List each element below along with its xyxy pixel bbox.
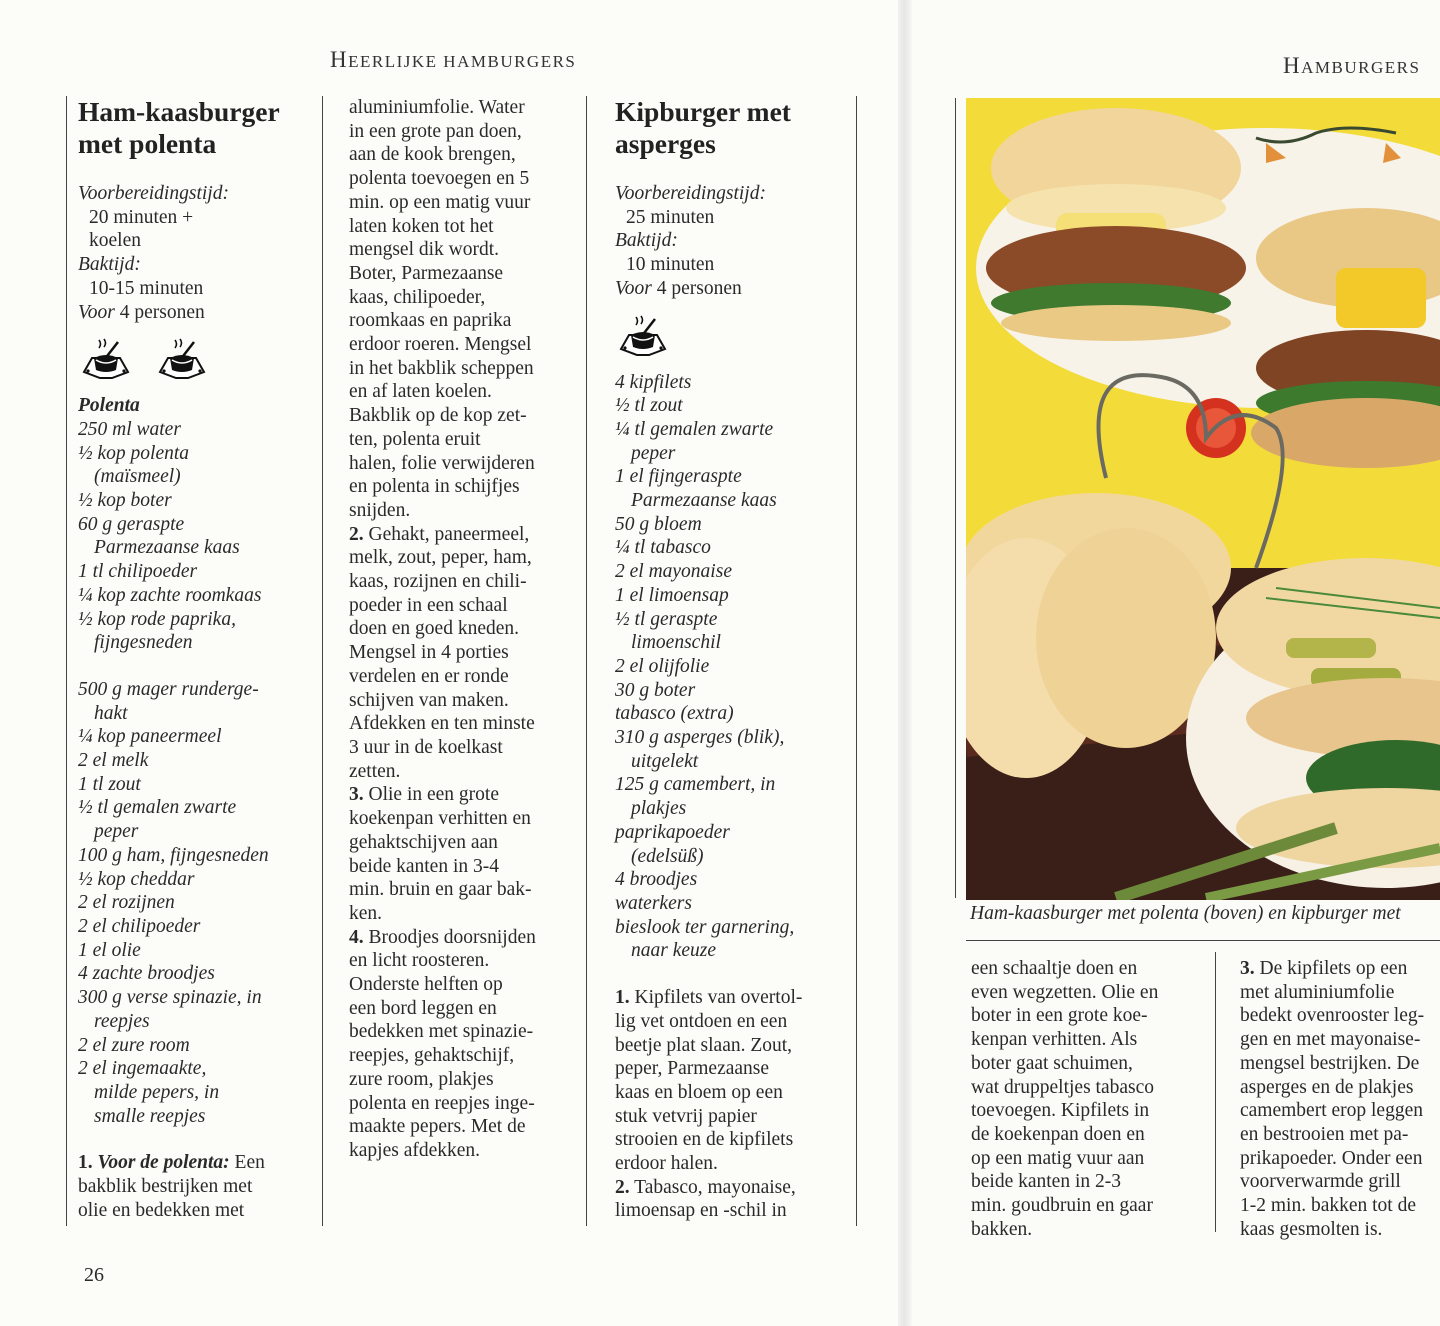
ingredient-item: 100 g ham, fijngesneden [78, 844, 269, 866]
text-line: schijven van maken. [349, 689, 509, 711]
ingredient-item: 1 tl zout [78, 773, 141, 795]
polenta-ingredient-list [78, 418, 318, 655]
column-rule [856, 96, 857, 1226]
text-line: snijden. [349, 499, 411, 521]
prep-value: koelen [89, 230, 141, 252]
step-number: 3. [349, 784, 364, 806]
text-line: Afdekken en ten minste [349, 713, 535, 735]
ingredient-item: waterkers [615, 892, 692, 914]
ingredient-item: ½ kop boter [78, 490, 172, 512]
text-line: erdoor roeren. Mengsel [349, 334, 532, 356]
text-line: limoensap en -schil in [615, 1200, 787, 1222]
bake-label: Baktijd: [78, 254, 141, 276]
column-rule [322, 96, 323, 1226]
title-line: met polenta [78, 128, 217, 159]
title-line: Kipburger met [615, 96, 791, 127]
caption-rule [966, 940, 1440, 941]
text-line: kaas, rozijnen en chili- [349, 571, 527, 593]
text-line: polenta en reepjes inge- [349, 1092, 535, 1114]
text-line: Gehakt, paneermeel, [363, 523, 530, 545]
text-line: en af laten koelen. [349, 381, 492, 403]
text-line: mengsel dik wordt. [349, 239, 500, 261]
ingredient-item: ½ tl zout [615, 395, 683, 417]
ingredient-item: 1 el limoensap [615, 584, 729, 606]
column-rule [1215, 952, 1216, 1232]
step-3 [1240, 957, 1440, 1241]
step-number: 4. [349, 926, 364, 948]
ingredient-item: 2 el zure room [78, 1034, 190, 1056]
serves-line [615, 277, 855, 301]
running-head-text: AMBURGERS [1301, 58, 1421, 77]
column-rule [66, 96, 67, 1226]
text-line: gen en met mayonaise- [1240, 1029, 1421, 1051]
text-line: polenta toevoegen en 5 [349, 168, 530, 190]
ingredient-item: 125 g camembert, in plakjes [615, 774, 776, 820]
cooking-pot-icon [158, 336, 206, 380]
ingredient-item: ¼ tl tabasco [615, 537, 711, 559]
burger-photo [966, 98, 1440, 900]
text-line: Broodjes doorsnijden [363, 926, 536, 948]
page-number: 26 [84, 1264, 104, 1286]
text-line: halen, folie verwijderen [349, 452, 535, 474]
ingredient-list [615, 371, 855, 964]
ingredient-item: 1 tl chilipoeder [78, 561, 198, 583]
recipe1-title [78, 96, 318, 160]
ingredient-item: 2 el chilipoeder [78, 915, 201, 937]
text-line: toevoegen. Kipfilets in [971, 1100, 1150, 1122]
text-line: koekenpan verhitten en [349, 808, 531, 830]
text-line: voorverwarmde grill [1240, 1171, 1401, 1193]
running-head-initial: H [330, 47, 349, 72]
text-line: en licht roosteren. [349, 950, 490, 972]
text-line: kaas en bloem op een [615, 1081, 783, 1103]
text-line: Een [229, 1152, 265, 1174]
text-line: bakken. [971, 1218, 1033, 1240]
recipe2-step-3 [1240, 957, 1440, 1241]
column-rule [955, 98, 956, 898]
running-head-right [1283, 53, 1420, 79]
ingredient-item: 1 el fijngeraspte Parmezaanse kaas [615, 466, 777, 512]
text-line: erdoor halen. [615, 1153, 718, 1175]
text-line: zure room, plakjes [349, 1068, 494, 1090]
text-line: ken. [349, 902, 383, 924]
ingredient-item: 500 g mager runderge- hakt [78, 678, 259, 724]
step-3 [349, 783, 584, 925]
serves-value: 4 personen [119, 301, 205, 323]
prep-label: Voorbereidingstijd: [615, 183, 766, 204]
ingredient-item: 2 el ingemaakte, milde pepers, in smalle reepjes [78, 1058, 220, 1127]
step-number: 1. [78, 1152, 93, 1174]
ingredient-item: 2 el melk [78, 750, 149, 772]
text-line: kaas gesmolten is. [1240, 1218, 1383, 1240]
text-line: even wegzetten. Olie en [971, 981, 1159, 1003]
text-line: prikapoeder. Onder een [1240, 1147, 1423, 1169]
text-line: min. op een matig vuur [349, 191, 531, 213]
text-line: maakte pepers. Met de [349, 1116, 526, 1138]
step-1 [615, 986, 855, 1176]
text-line: camembert erop leggen [1240, 1100, 1423, 1122]
text-line: olie en bedekken met [78, 1199, 245, 1221]
ingredient-item: 250 ml water [78, 418, 181, 440]
text-line: gehaktschijven aan [349, 831, 498, 853]
text-line: bakblik bestrijken met [78, 1176, 253, 1198]
ingredient-item: paprikapoeder (edelsüß) [615, 821, 730, 867]
text-line: stuk vetvrij papier [615, 1105, 757, 1127]
ingredient-item: 30 g boter [615, 679, 696, 701]
text-line: 1-2 min. bakken tot de [1240, 1195, 1417, 1217]
prep-label: Voorbereidingstijd: [78, 183, 229, 204]
serves-label: Voor [78, 301, 115, 323]
text-line: kapjes afdekken. [349, 1139, 481, 1161]
ingredient-item: tabasco (extra) [615, 703, 734, 725]
text-line: in het bakblik scheppen [349, 357, 534, 379]
ingredient-item: 1 el olie [78, 939, 141, 961]
recipe2-method-continued [971, 957, 1211, 1241]
ingredient-item: 2 el olijfolie [615, 655, 710, 677]
burger-ingredient-list [78, 678, 318, 1128]
text-line: beetje plat slaan. Zout, [615, 1034, 793, 1056]
step-2-continued [971, 957, 1211, 1241]
text-line: Boter, Parmezaanse [349, 262, 504, 284]
ingredient-item: 4 broodjes [615, 869, 698, 891]
ingredient-item: ¼ kop zachte roomkaas [78, 584, 262, 606]
step-number: 3. [1240, 958, 1255, 979]
ingredient-item: bieslook ter garnering, naar keuze [615, 916, 795, 962]
text-line: melk, zout, peper, ham, [349, 547, 532, 569]
text-line: poeder in een schaal [349, 594, 508, 616]
bake-value: 10 minuten [626, 254, 715, 276]
ingredient-item: 60 g geraspte Parmezaanse kaas [78, 513, 240, 559]
text-line: Olie in een grote [363, 784, 499, 806]
text-line: Bakblik op de kop zet- [349, 405, 527, 427]
text-line: min. bruin en gaar bak- [349, 879, 532, 901]
text-line: kaas, chilipoeder, [349, 286, 486, 308]
ingredient-item: 2 el rozijnen [78, 892, 175, 914]
ingredient-item: 2 el mayonaise [615, 561, 732, 583]
title-line: Ham-kaasburger [78, 96, 280, 127]
prep-value: 25 minuten [626, 206, 715, 228]
ingredient-item: 310 g asperges (blik), uitgelekt [615, 727, 785, 772]
text-line: reepjes, gehaktschijf, [349, 1045, 515, 1067]
text-line: strooien en de kipfilets [615, 1129, 794, 1151]
ingredient-group-heading: Polenta [78, 395, 140, 417]
text-line: min. goudbruin en gaar [971, 1195, 1153, 1217]
text-line: zetten. [349, 760, 401, 782]
ingredient-item: ½ tl gemalen zwarte peper [78, 797, 237, 843]
serves-label: Voor [615, 277, 652, 299]
text-line: Kipfilets van overtol- [629, 987, 803, 1009]
recipe1-column [78, 96, 318, 1222]
text-line: peper, Parmezaanse [615, 1058, 770, 1080]
text-line: Mengsel in 4 porties [349, 642, 509, 664]
text-line: aluminiumfolie. Water [349, 97, 525, 118]
bake-label: Baktijd: [615, 230, 678, 252]
text-line: 3 uur in de koelkast [349, 736, 503, 758]
ingredient-item: 4 zachte broodjes [78, 963, 215, 985]
text-line: op een matig vuur aan [971, 1147, 1145, 1169]
bake-value: 10-15 minuten [89, 277, 204, 299]
text-line: de koekenpan doen en [971, 1123, 1145, 1145]
ingredient-item: ½ kop cheddar [78, 868, 195, 890]
text-line: Onderste helften op [349, 974, 503, 996]
text-line: boter gaat schuimen, [971, 1052, 1133, 1074]
text-line: Tabasco, mayonaise, [629, 1176, 796, 1198]
step-4 [349, 926, 584, 1163]
text-line: mengsel bestrijken. De [1240, 1052, 1420, 1074]
text-line: kenpan verhitten. Als [971, 1029, 1138, 1051]
ingredient-item: ¼ tl gemalen zwarte peper [615, 418, 774, 464]
recipe2-column [615, 96, 855, 1223]
photo-caption: Ham-kaasburger met polenta (boven) en kipburger met [970, 903, 1401, 924]
running-head-text: EERLIJKE HAMBURGERS [348, 52, 577, 71]
text-line: in een grote pan doen, [349, 120, 522, 142]
ingredient-item: ½ kop polenta (maïsmeel) [78, 442, 190, 488]
text-line: bedekken met spinazie- [349, 1021, 534, 1043]
prep-value: 20 minuten + [89, 206, 194, 228]
column-rule [586, 96, 587, 1226]
step-number: 2. [349, 523, 364, 545]
text-line: beide kanten in 2-3 [971, 1171, 1121, 1193]
book-gutter [898, 0, 912, 1326]
ingredient-item: 50 g bloem [615, 513, 702, 535]
text-line: bedekt ovenrooster leg- [1240, 1005, 1425, 1027]
running-head-initial: H [1283, 53, 1302, 78]
ingredient-item: ½ kop rode paprika, fijngesneden [78, 608, 236, 654]
step-2 [349, 523, 584, 784]
difficulty-icons [619, 313, 855, 357]
serves-line [78, 301, 318, 325]
text-line: De kipfilets op een [1254, 958, 1408, 979]
ingredient-item: 300 g verse spinazie, in reepjes [78, 987, 262, 1032]
text-line: ten, polenta eruit [349, 428, 481, 450]
step-number: 2. [615, 1176, 630, 1198]
text-line: lig vet ontdoen en een [615, 1010, 788, 1032]
step-1 [78, 1151, 318, 1222]
text-line: asperges en de plakjes [1240, 1076, 1414, 1098]
text-line: verdelen en er ronde [349, 665, 509, 687]
text-line: beide kanten in 3-4 [349, 855, 499, 877]
text-line: boter in een grote koe- [971, 1005, 1148, 1027]
title-line: asperges [615, 128, 716, 159]
ingredient-item: ½ tl geraspte limoenschil [615, 608, 721, 654]
burger-photo-illustration [966, 98, 1440, 900]
ingredient-item: ¼ kop paneermeel [78, 726, 222, 748]
difficulty-icons [82, 336, 318, 380]
step-lead: Voor de polenta: [97, 1152, 230, 1174]
text-line: een bord leggen en [349, 997, 497, 1019]
step-1-continued [349, 96, 584, 523]
ingredient-item: 4 kipfilets [615, 371, 692, 393]
recipe1-method-column [349, 96, 584, 1163]
text-line: en bestrooien met pa- [1240, 1123, 1409, 1145]
step-number: 1. [615, 987, 630, 1009]
text-line: wat druppeltjes tabasco [971, 1076, 1155, 1098]
recipe2-title [615, 96, 855, 160]
cooking-pot-icon [82, 336, 130, 380]
text-line: doen en goed kneden. [349, 618, 520, 640]
running-head-left [330, 47, 576, 73]
text-line: laten koken tot het [349, 215, 494, 237]
text-line: een schaaltje doen en [971, 958, 1138, 979]
serves-value: 4 personen [656, 277, 742, 299]
cooking-pot-icon [619, 313, 667, 357]
text-line: en polenta in schijfjes [349, 476, 520, 498]
text-line: roomkaas en paprika [349, 310, 512, 332]
step-2 [615, 1176, 855, 1223]
text-line: aan de kook brengen, [349, 144, 516, 166]
text-line: met aluminiumfolie [1240, 981, 1395, 1003]
